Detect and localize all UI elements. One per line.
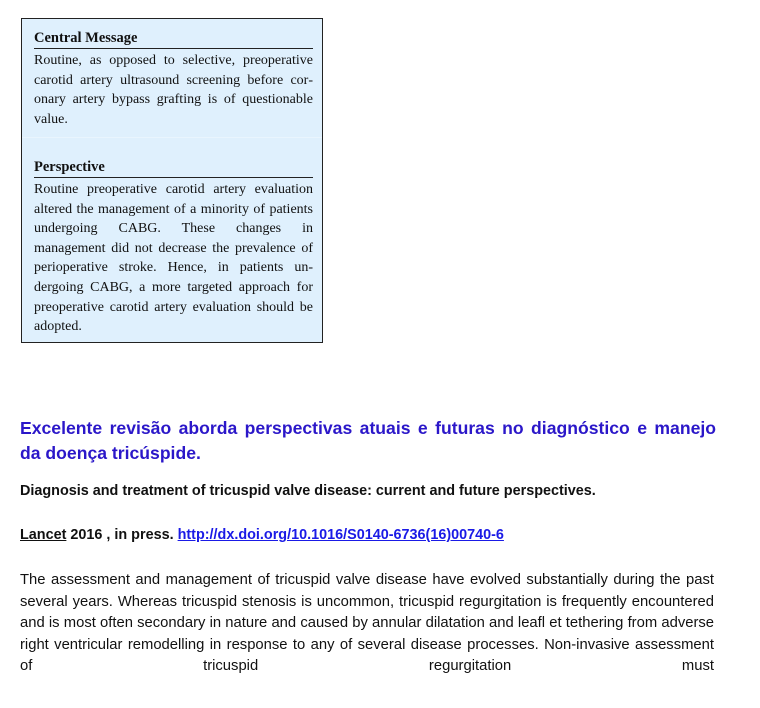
journal-name[interactable]: Lancet — [20, 527, 67, 543]
citation — [20, 526, 504, 544]
perspective-text: Routine preoperative carotid artery evaluation altered the management of a minority of patients undergoing CABG. These changes in management did not decrease the prevalence of perioperative stroke. Hence, in patients undergoing CABG, a more targeted approach for preoperative carotid artery evaluation should be adopted. — [34, 182, 313, 335]
summary-box — [21, 18, 323, 343]
citation-year-status: 2016 , in press. — [66, 527, 178, 543]
abstract-text: The assessment and management of tricuspid valve disease have evolved substantially during the past several years. Whereas tricuspid stenosis is uncommon, tricuspid regurgitation is frequently encountered and is most often secondary in nature and caused by annular dilatation and leafl et tethering from adverse right ventricular remodelling in response to any of several disease processes. Non-invasive assessment of tricuspid regurgitation must — [20, 572, 714, 675]
central-message-heading: Central Message — [34, 29, 313, 49]
article-title: Diagnosis and treatment of tricuspid valve disease: current and future perspectives. — [20, 483, 596, 499]
review-headline: Excelente revisão aborda perspectivas atuais e futuras no diagnóstico e manejo da doença tricúspide. — [20, 418, 716, 463]
central-message-section — [34, 29, 313, 129]
perspective-heading: Perspective — [34, 158, 313, 178]
doi-link[interactable]: http://dx.doi.org/10.1016/S0140-6736(16)00740-6 — [177, 527, 504, 543]
perspective-section — [34, 158, 313, 337]
section-divider — [22, 137, 322, 138]
central-message-text: Routine, as opposed to selective, preoperative carotid artery ultrasound screening before coronary artery bypass grafting is of questionable value. — [34, 53, 313, 127]
